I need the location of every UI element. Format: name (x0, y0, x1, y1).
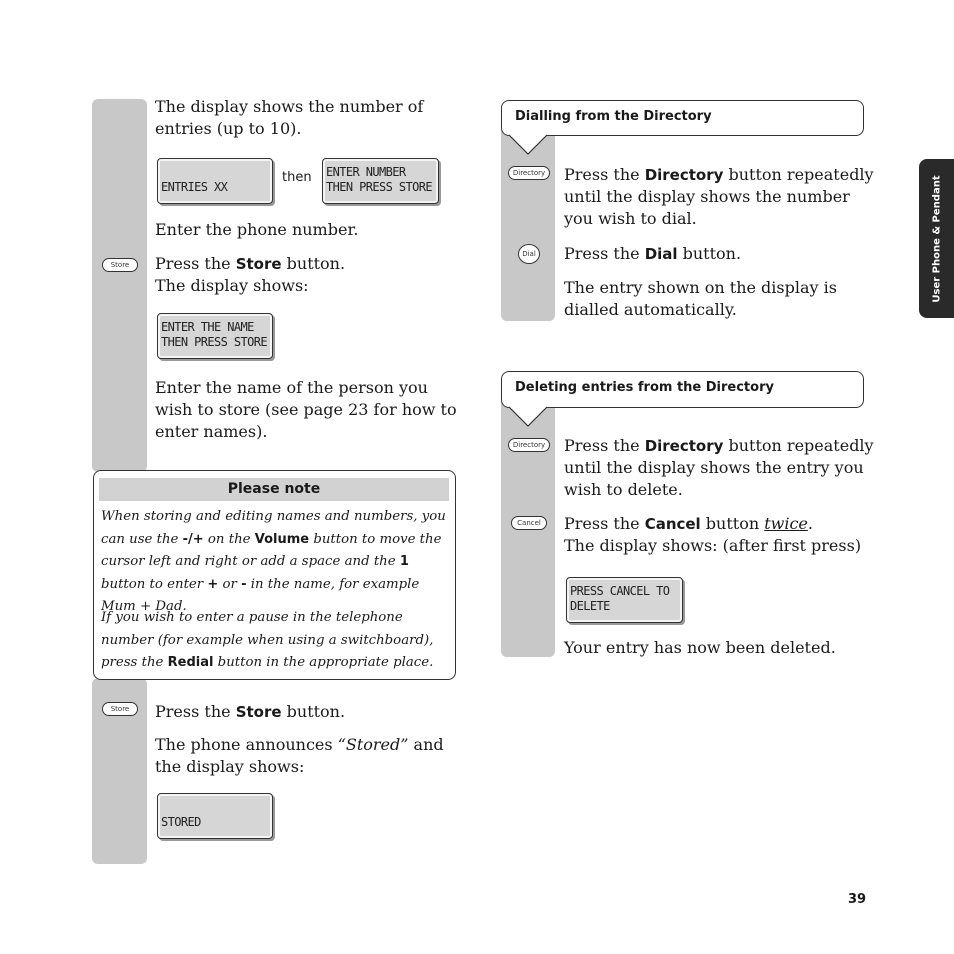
cancel-button[interactable]: Cancel (511, 516, 547, 530)
dial-button[interactable]: Dial (518, 244, 540, 264)
lcd-enter-name: ENTER THE NAME THEN PRESS STORE (157, 313, 273, 359)
deleting-step-1: Press the Directory button repeatedly until the display shows the entry you wish to delete. (564, 436, 874, 499)
directory-button-2[interactable]: Directory (508, 438, 550, 452)
deleting-step-2: Press the Cancel button twice. The display shows: (after first press) (564, 514, 862, 555)
store-button[interactable]: Store (102, 258, 138, 272)
enter-name-text: Enter the name of the person you wish to store (see page 23 for how to enter names). (155, 378, 457, 441)
dialling-step-3: The entry shown on the display is dialled automatically. (564, 278, 837, 319)
dialling-step-1: Press the Directory button repeatedly until the display shows the number you wish to dial. (564, 165, 874, 228)
section-side-tab (919, 159, 954, 318)
then-label: then (282, 170, 312, 185)
store-button-2[interactable]: Store (102, 702, 138, 716)
please-note-paragraph-1: When storing and editing names and numbers, you can use the -/+ on the Volume button to move the cursor left and right or add a space and the 1 button to enter + or - in the name, for example Mum + Dad. (101, 509, 446, 614)
dialling-heading: Dialling from the Directory (501, 100, 864, 136)
dialling-step-2: Press the Dial button. (564, 244, 742, 263)
directory-button[interactable]: Directory (508, 166, 550, 180)
dialling-heading-pointer (508, 134, 548, 156)
section-side-tab-label: User Phone & Pendant (931, 174, 942, 303)
entries-intro-text: The display shows the number of entries (up to 10). (155, 97, 424, 138)
lcd-enter-number: ENTER NUMBER THEN PRESS STORE (322, 158, 439, 204)
step-bar-left-top (92, 99, 147, 472)
please-note-paragraph-2: If you wish to enter a pause in the telephone number (for example when using a switchboard), press the Redial button in the appropriate place. (101, 610, 434, 670)
lcd-press-cancel: PRESS CANCEL TO DELETE (566, 577, 683, 623)
press-store-text-2: Press the Store button. (155, 702, 346, 721)
page-number: 39 (848, 892, 867, 907)
deleting-step-3: Your entry has now been deleted. (564, 638, 836, 657)
phone-announces-text: The phone announces “Stored” and the display shows: (155, 735, 444, 776)
please-note-title: Please note (99, 478, 449, 501)
lcd-entries: ENTRIES XX (157, 158, 273, 204)
lcd-stored: STORED (157, 793, 273, 839)
press-store-text: Press the Store button. The display shows: (155, 254, 346, 295)
enter-phone-text: Enter the phone number. (155, 220, 359, 239)
deleting-heading: Deleting entries from the Directory (501, 371, 864, 408)
deleting-heading-pointer (508, 406, 548, 428)
